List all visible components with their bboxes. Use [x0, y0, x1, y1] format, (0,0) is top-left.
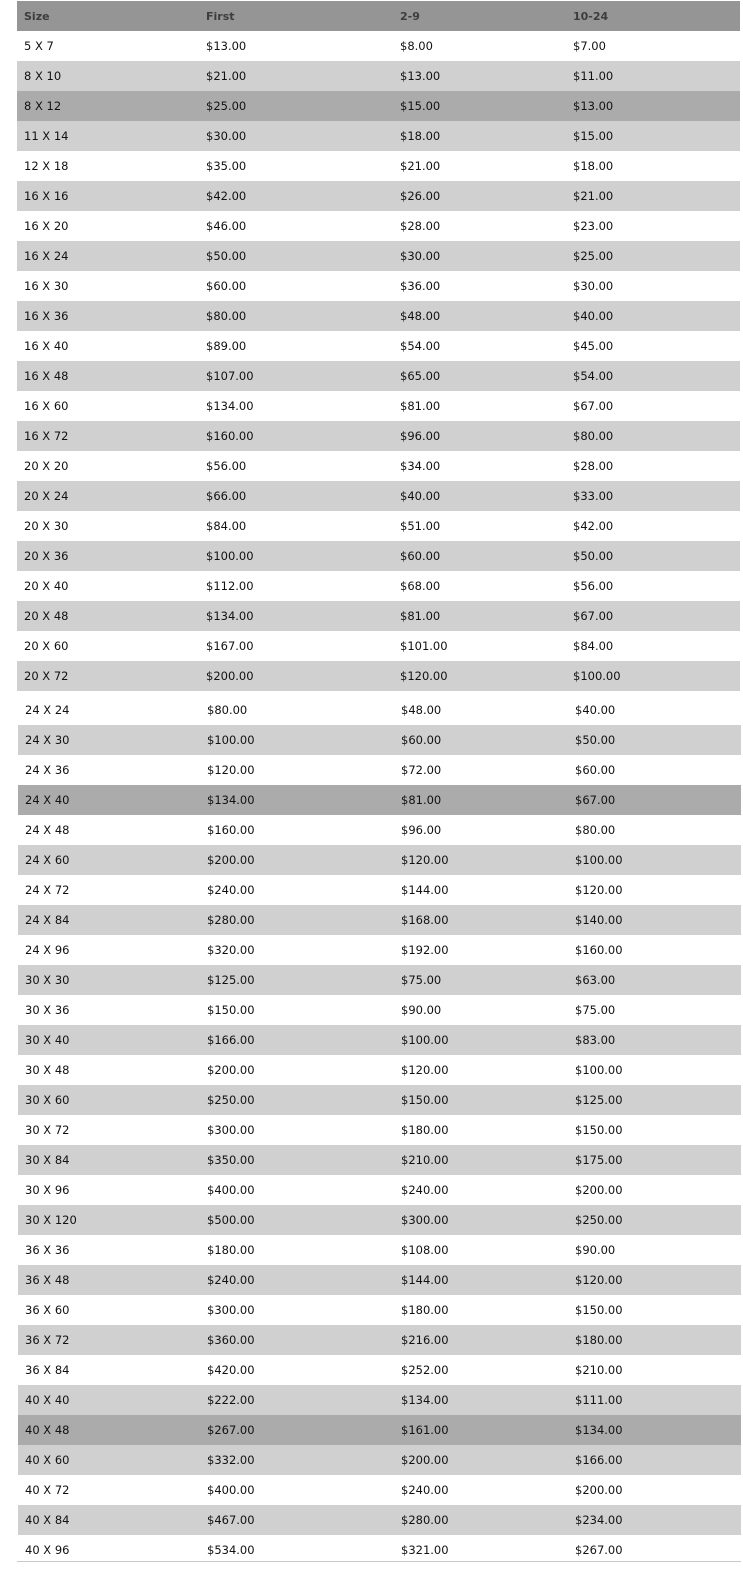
table-row	[18, 1055, 741, 1085]
first-price-cell: $125.00	[207, 973, 255, 987]
first-price-cell: $25.00	[206, 99, 247, 113]
price-10-24-cell: $18.00	[573, 159, 614, 173]
table-row	[17, 511, 740, 541]
table-row	[18, 1445, 741, 1475]
price-2-9-cell: $161.00	[401, 1423, 449, 1437]
price-2-9-cell: $21.00	[400, 159, 441, 173]
price-10-24-cell: $80.00	[575, 823, 616, 837]
price-10-24-cell: $56.00	[573, 579, 614, 593]
size-cell: 30 X 40	[25, 1033, 70, 1047]
header-first: First	[206, 9, 235, 23]
price-10-24-cell: $111.00	[575, 1393, 623, 1407]
table-header-row	[17, 1, 740, 31]
price-10-24-cell: $40.00	[575, 703, 616, 717]
table-bottom-divider	[17, 1561, 741, 1562]
price-10-24-cell: $100.00	[575, 853, 623, 867]
first-price-cell: $240.00	[207, 883, 255, 897]
size-cell: 24 X 72	[25, 883, 70, 897]
first-price-cell: $120.00	[207, 763, 255, 777]
price-10-24-cell: $200.00	[575, 1483, 623, 1497]
price-table-part-2	[18, 695, 741, 1565]
price-10-24-cell: $83.00	[575, 1033, 616, 1047]
size-cell: 16 X 36	[24, 309, 69, 323]
table-row	[17, 121, 740, 151]
price-2-9-cell: $321.00	[401, 1543, 449, 1557]
table-row	[17, 631, 740, 661]
price-2-9-cell: $81.00	[400, 399, 441, 413]
price-10-24-cell: $100.00	[573, 669, 621, 683]
size-cell: 30 X 84	[25, 1153, 70, 1167]
price-2-9-cell: $81.00	[401, 793, 442, 807]
size-cell: 20 X 30	[24, 519, 69, 533]
table-body-part-1	[17, 31, 740, 691]
table-row	[18, 1175, 741, 1205]
size-cell: 16 X 48	[24, 369, 69, 383]
table-row	[18, 815, 741, 845]
price-2-9-cell: $28.00	[400, 219, 441, 233]
first-price-cell: $100.00	[206, 549, 254, 563]
first-price-cell: $332.00	[207, 1453, 255, 1467]
first-price-cell: $240.00	[207, 1273, 255, 1287]
table-row	[17, 421, 740, 451]
size-cell: 40 X 48	[25, 1423, 70, 1437]
price-10-24-cell: $180.00	[575, 1333, 623, 1347]
price-10-24-cell: $120.00	[575, 1273, 623, 1287]
table-row	[18, 1025, 741, 1055]
first-price-cell: $134.00	[206, 609, 254, 623]
size-cell: 24 X 30	[25, 733, 70, 747]
price-2-9-cell: $30.00	[400, 249, 441, 263]
price-2-9-cell: $216.00	[401, 1333, 449, 1347]
table-row	[17, 211, 740, 241]
table-row	[18, 1415, 741, 1445]
price-10-24-cell: $267.00	[575, 1543, 623, 1557]
size-cell: 16 X 20	[24, 219, 69, 233]
first-price-cell: $80.00	[206, 309, 247, 323]
size-cell: 8 X 12	[24, 99, 62, 113]
table-row	[17, 91, 740, 121]
size-cell: 24 X 96	[25, 943, 70, 957]
price-10-24-cell: $7.00	[573, 39, 606, 53]
first-price-cell: $467.00	[207, 1513, 255, 1527]
table-row	[18, 725, 741, 755]
price-10-24-cell: $67.00	[573, 609, 614, 623]
price-2-9-cell: $108.00	[401, 1243, 449, 1257]
table-row	[18, 1205, 741, 1235]
price-2-9-cell: $192.00	[401, 943, 449, 957]
size-cell: 30 X 30	[25, 973, 70, 987]
price-2-9-cell: $51.00	[400, 519, 441, 533]
header-qty-2-9: 2-9	[400, 9, 420, 23]
first-price-cell: $160.00	[207, 823, 255, 837]
price-10-24-cell: $210.00	[575, 1363, 623, 1377]
size-cell: 20 X 20	[24, 459, 69, 473]
price-2-9-cell: $81.00	[400, 609, 441, 623]
price-2-9-cell: $120.00	[401, 853, 449, 867]
price-2-9-cell: $210.00	[401, 1153, 449, 1167]
price-10-24-cell: $80.00	[573, 429, 614, 443]
price-10-24-cell: $50.00	[575, 733, 616, 747]
table-row	[18, 755, 741, 785]
price-2-9-cell: $75.00	[401, 973, 442, 987]
table-row	[17, 61, 740, 91]
size-cell: 16 X 60	[24, 399, 69, 413]
first-price-cell: $350.00	[207, 1153, 255, 1167]
first-price-cell: $134.00	[206, 399, 254, 413]
price-10-24-cell: $28.00	[573, 459, 614, 473]
table-row	[17, 271, 740, 301]
price-10-24-cell: $90.00	[575, 1243, 616, 1257]
size-cell: 16 X 24	[24, 249, 69, 263]
size-cell: 36 X 36	[25, 1243, 70, 1257]
price-2-9-cell: $8.00	[400, 39, 433, 53]
table-row	[18, 1085, 741, 1115]
table-row	[18, 785, 741, 815]
price-10-24-cell: $75.00	[575, 1003, 616, 1017]
price-10-24-cell: $234.00	[575, 1513, 623, 1527]
first-price-cell: $200.00	[207, 853, 255, 867]
size-cell: 5 X 7	[24, 39, 54, 53]
price-2-9-cell: $13.00	[400, 69, 441, 83]
size-cell: 24 X 60	[25, 853, 70, 867]
header-qty-10-24: 10-24	[573, 9, 609, 23]
price-10-24-cell: $21.00	[573, 189, 614, 203]
price-2-9-cell: $134.00	[401, 1393, 449, 1407]
first-price-cell: $42.00	[206, 189, 247, 203]
price-10-24-cell: $84.00	[573, 639, 614, 653]
price-2-9-cell: $240.00	[401, 1483, 449, 1497]
price-2-9-cell: $60.00	[401, 733, 442, 747]
first-price-cell: $400.00	[207, 1483, 255, 1497]
first-price-cell: $84.00	[206, 519, 247, 533]
first-price-cell: $360.00	[207, 1333, 255, 1347]
price-10-24-cell: $140.00	[575, 913, 623, 927]
price-10-24-cell: $63.00	[575, 973, 616, 987]
size-cell: 30 X 120	[25, 1213, 77, 1227]
price-2-9-cell: $68.00	[400, 579, 441, 593]
size-cell: 24 X 84	[25, 913, 70, 927]
size-cell: 20 X 60	[24, 639, 69, 653]
size-cell: 16 X 72	[24, 429, 69, 443]
price-10-24-cell: $134.00	[575, 1423, 623, 1437]
first-price-cell: $300.00	[207, 1123, 255, 1137]
price-2-9-cell: $280.00	[401, 1513, 449, 1527]
table-row	[18, 1265, 741, 1295]
price-2-9-cell: $36.00	[400, 279, 441, 293]
table-row	[18, 965, 741, 995]
table-row	[17, 331, 740, 361]
size-cell: 20 X 40	[24, 579, 69, 593]
table-row	[18, 1385, 741, 1415]
first-price-cell: $107.00	[206, 369, 254, 383]
first-price-cell: $280.00	[207, 913, 255, 927]
size-cell: 24 X 36	[25, 763, 70, 777]
first-price-cell: $267.00	[207, 1423, 255, 1437]
price-2-9-cell: $65.00	[400, 369, 441, 383]
size-cell: 30 X 96	[25, 1183, 70, 1197]
first-price-cell: $46.00	[206, 219, 247, 233]
price-10-24-cell: $120.00	[575, 883, 623, 897]
price-10-24-cell: $160.00	[575, 943, 623, 957]
price-10-24-cell: $23.00	[573, 219, 614, 233]
price-10-24-cell: $42.00	[573, 519, 614, 533]
price-10-24-cell: $175.00	[575, 1153, 623, 1167]
price-10-24-cell: $25.00	[573, 249, 614, 263]
first-price-cell: $420.00	[207, 1363, 255, 1377]
first-price-cell: $100.00	[207, 733, 255, 747]
table-row	[18, 1115, 741, 1145]
price-2-9-cell: $101.00	[400, 639, 448, 653]
price-2-9-cell: $100.00	[401, 1033, 449, 1047]
table-row	[17, 391, 740, 421]
first-price-cell: $13.00	[206, 39, 247, 53]
price-10-24-cell: $40.00	[573, 309, 614, 323]
price-10-24-cell: $250.00	[575, 1213, 623, 1227]
table-row	[17, 241, 740, 271]
price-2-9-cell: $240.00	[401, 1183, 449, 1197]
table-row	[17, 451, 740, 481]
first-price-cell: $320.00	[207, 943, 255, 957]
price-table-part-1	[17, 1, 740, 691]
first-price-cell: $250.00	[207, 1093, 255, 1107]
table-row	[18, 1295, 741, 1325]
size-cell: 20 X 48	[24, 609, 69, 623]
size-cell: 36 X 72	[25, 1333, 70, 1347]
first-price-cell: $112.00	[206, 579, 254, 593]
price-10-24-cell: $67.00	[575, 793, 616, 807]
first-price-cell: $200.00	[206, 669, 254, 683]
first-price-cell: $35.00	[206, 159, 247, 173]
table-body-part-2	[18, 695, 741, 1565]
size-cell: 20 X 24	[24, 489, 69, 503]
size-cell: 36 X 84	[25, 1363, 70, 1377]
price-2-9-cell: $40.00	[400, 489, 441, 503]
size-cell: 40 X 60	[25, 1453, 70, 1467]
first-price-cell: $400.00	[207, 1183, 255, 1197]
price-10-24-cell: $50.00	[573, 549, 614, 563]
table-row	[18, 875, 741, 905]
price-2-9-cell: $90.00	[401, 1003, 442, 1017]
size-cell: 24 X 24	[25, 703, 70, 717]
table-row	[17, 571, 740, 601]
size-cell: 11 X 14	[24, 129, 69, 143]
size-cell: 8 X 10	[24, 69, 62, 83]
price-2-9-cell: $120.00	[400, 669, 448, 683]
price-2-9-cell: $48.00	[401, 703, 442, 717]
price-10-24-cell: $200.00	[575, 1183, 623, 1197]
price-10-24-cell: $13.00	[573, 99, 614, 113]
size-cell: 20 X 72	[24, 669, 69, 683]
price-2-9-cell: $180.00	[401, 1303, 449, 1317]
price-2-9-cell: $60.00	[400, 549, 441, 563]
table-row	[17, 661, 740, 691]
size-cell: 36 X 48	[25, 1273, 70, 1287]
table-row	[18, 905, 741, 935]
price-10-24-cell: $54.00	[573, 369, 614, 383]
first-price-cell: $160.00	[206, 429, 254, 443]
price-2-9-cell: $96.00	[401, 823, 442, 837]
size-cell: 40 X 72	[25, 1483, 70, 1497]
table-row	[18, 1355, 741, 1385]
price-2-9-cell: $18.00	[400, 129, 441, 143]
table-row	[18, 845, 741, 875]
table-row	[18, 1475, 741, 1505]
price-2-9-cell: $150.00	[401, 1093, 449, 1107]
price-10-24-cell: $67.00	[573, 399, 614, 413]
table-row	[18, 1235, 741, 1265]
table-row	[17, 361, 740, 391]
size-cell: 36 X 60	[25, 1303, 70, 1317]
price-2-9-cell: $48.00	[400, 309, 441, 323]
table-row	[17, 151, 740, 181]
size-cell: 16 X 40	[24, 339, 69, 353]
first-price-cell: $222.00	[207, 1393, 255, 1407]
price-2-9-cell: $200.00	[401, 1453, 449, 1467]
table-row	[17, 541, 740, 571]
first-price-cell: $300.00	[207, 1303, 255, 1317]
price-10-24-cell: $11.00	[573, 69, 614, 83]
first-price-cell: $167.00	[206, 639, 254, 653]
price-2-9-cell: $168.00	[401, 913, 449, 927]
price-2-9-cell: $180.00	[401, 1123, 449, 1137]
table-row	[18, 995, 741, 1025]
table-row	[17, 601, 740, 631]
first-price-cell: $50.00	[206, 249, 247, 263]
size-cell: 40 X 96	[25, 1543, 70, 1557]
first-price-cell: $56.00	[206, 459, 247, 473]
table-row	[18, 1325, 741, 1355]
price-2-9-cell: $252.00	[401, 1363, 449, 1377]
price-2-9-cell: $144.00	[401, 1273, 449, 1287]
size-cell: 24 X 48	[25, 823, 70, 837]
price-10-24-cell: $15.00	[573, 129, 614, 143]
price-10-24-cell: $150.00	[575, 1123, 623, 1137]
price-10-24-cell: $125.00	[575, 1093, 623, 1107]
first-price-cell: $89.00	[206, 339, 247, 353]
price-2-9-cell: $72.00	[401, 763, 442, 777]
price-10-24-cell: $33.00	[573, 489, 614, 503]
table-row	[18, 935, 741, 965]
first-price-cell: $66.00	[206, 489, 247, 503]
first-price-cell: $60.00	[206, 279, 247, 293]
first-price-cell: $80.00	[207, 703, 248, 717]
size-cell: 30 X 36	[25, 1003, 70, 1017]
table-row	[17, 301, 740, 331]
header-size: Size	[24, 9, 50, 23]
first-price-cell: $166.00	[207, 1033, 255, 1047]
price-2-9-cell: $300.00	[401, 1213, 449, 1227]
size-cell: 30 X 60	[25, 1093, 70, 1107]
table-row	[17, 481, 740, 511]
table-row	[17, 31, 740, 61]
first-price-cell: $200.00	[207, 1063, 255, 1077]
size-cell: 40 X 84	[25, 1513, 70, 1527]
first-price-cell: $21.00	[206, 69, 247, 83]
price-2-9-cell: $144.00	[401, 883, 449, 897]
table-row	[18, 1505, 741, 1535]
size-cell: 16 X 30	[24, 279, 69, 293]
price-2-9-cell: $26.00	[400, 189, 441, 203]
size-cell: 40 X 40	[25, 1393, 70, 1407]
size-cell: 16 X 16	[24, 189, 69, 203]
size-cell: 24 X 40	[25, 793, 70, 807]
price-2-9-cell: $96.00	[400, 429, 441, 443]
first-price-cell: $150.00	[207, 1003, 255, 1017]
price-2-9-cell: $54.00	[400, 339, 441, 353]
table-row	[18, 1145, 741, 1175]
price-2-9-cell: $34.00	[400, 459, 441, 473]
first-price-cell: $500.00	[207, 1213, 255, 1227]
price-10-24-cell: $30.00	[573, 279, 614, 293]
size-cell: 20 X 36	[24, 549, 69, 563]
size-cell: 30 X 72	[25, 1123, 70, 1137]
first-price-cell: $134.00	[207, 793, 255, 807]
table-row	[17, 181, 740, 211]
first-price-cell: $534.00	[207, 1543, 255, 1557]
price-10-24-cell: $45.00	[573, 339, 614, 353]
size-cell: 30 X 48	[25, 1063, 70, 1077]
size-cell: 12 X 18	[24, 159, 69, 173]
price-2-9-cell: $15.00	[400, 99, 441, 113]
price-2-9-cell: $120.00	[401, 1063, 449, 1077]
price-10-24-cell: $150.00	[575, 1303, 623, 1317]
first-price-cell: $30.00	[206, 129, 247, 143]
table-row	[18, 695, 741, 725]
price-10-24-cell: $60.00	[575, 763, 616, 777]
price-10-24-cell: $100.00	[575, 1063, 623, 1077]
price-10-24-cell: $166.00	[575, 1453, 623, 1467]
first-price-cell: $180.00	[207, 1243, 255, 1257]
